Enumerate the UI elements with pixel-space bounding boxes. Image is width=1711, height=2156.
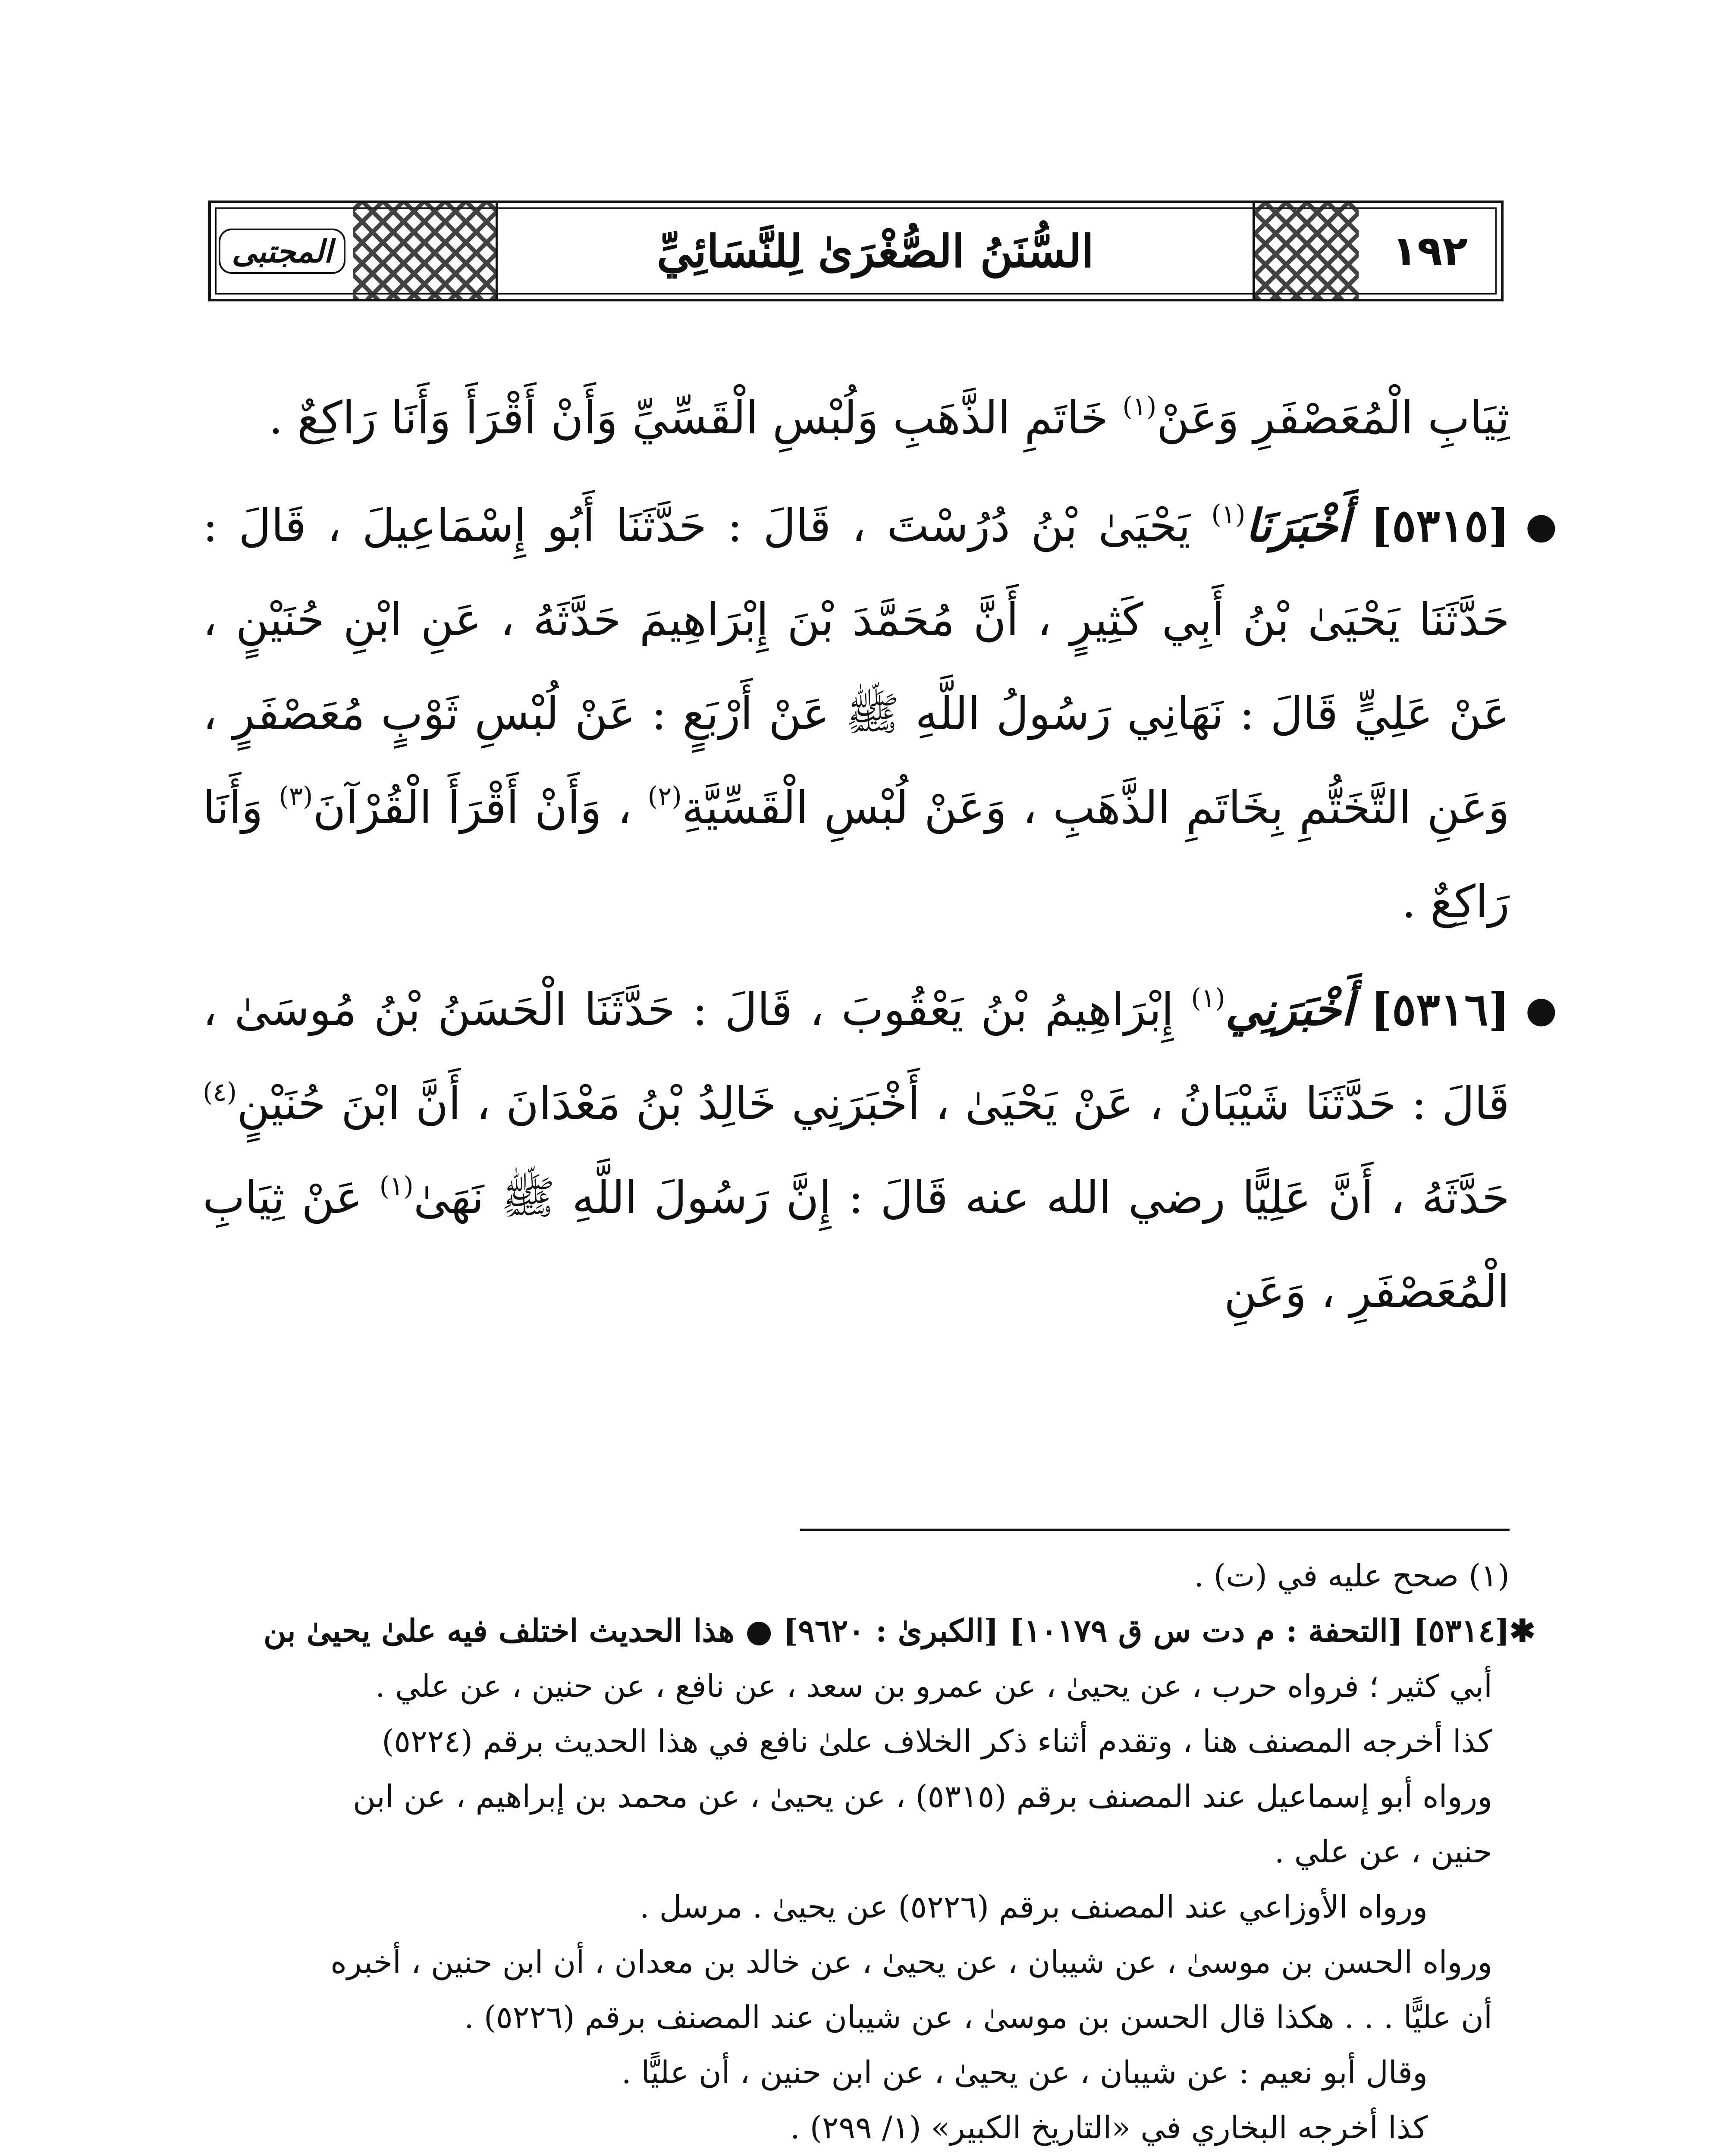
hadith-5315: ● [٥٣١٥] أَخْبَرَنَا$^{(١)}$ يَحْيَىٰ بْنُ دُرُسْتَ ، قَالَ : حَدَّثَنَا أَبُو إِسْمَاعِيلَ ، قَالَ : حَدَّثَنَا يَحْيَىٰ بْنُ أَبِي كَثِيرٍ ، أَنَّ مُحَمَّدَ بْنَ إِبْرَاهِيمَ حَدَّثَهُ ، عَنِ ابْنِ حُنَيْنٍ ، عَنْ عَلِيٍّ قَالَ : نَهَانِي رَسُولُ اللَّهِ ﷺ عَنْ أَرْبَعٍ : عَنْ لُبْسِ ثَوْبٍ مُعَصْفَرٍ ، وَعَنِ التَّخَتُّمِ بِخَاتَمِ الذَّهَبِ ، وَعَنْ لُبْسِ الْقَسِّيَّةِ$^{(٢)}$ ، وَأَنْ أَقْرَأَ الْقُرْآنَ$^{(٣)}$ وَأَنَا رَاكِعٌ . [203,479,1510,949]
book-title-panel [498,203,1253,299]
star-icon: ✱ [1509,1612,1535,1649]
footnote-ref: (٤) [203,1077,237,1107]
footnote-ref: (٢) [647,781,682,812]
footnote-line: وقال أبو نعيم : عن شيبان ، عن يحيىٰ ، عن ابن حنين ، أن عليًّا . [621,2054,1428,2090]
page-number: ١٩٢ [1381,227,1478,275]
footnote-line: (١) صحح عليه في (ت) . [1194,1557,1510,1594]
footnote-line: حنين ، عن علي . [1274,1833,1492,1870]
footnote-line: ورواه أبو إسماعيل عند المصنف برقم (٥٣١٥) ، عن يحيىٰ ، عن محمد بن إبراهيم ، عن ابن [353,1778,1492,1814]
footnote-line: ورواه الأوزاعي عند المصنف برقم (٥٢٢٦) عن يحيىٰ . مرسل . [639,1889,1428,1925]
page-header [208,201,1504,301]
book-title: السُّنَنُ الصُّغْرَىٰ لِلنَّسَائِيِّ [644,225,1107,278]
footnote-ref: (١) [379,1171,414,1201]
footnote-ref: (٣) [279,781,313,812]
footnote-ref: (١) [1211,499,1246,530]
footnote-separator [800,1529,1510,1531]
footnote-line: كذا أخرجه المصنف هنا ، وتقدم أثناء ذكر الخلاف علىٰ نافع في هذا الحديث برقم (٥٢٢٤) [382,1723,1492,1759]
book-subtitle: المجتبى [219,229,345,274]
footnote-line: ✱ [٥٣١٤] [التحفة : م دت س ق ١٠١٧٩] [الكبرىٰ : ٩٦٢٠] ● هذا الحديث اختلف فيه علىٰ يحيىٰ بن [203,1603,1510,1658]
hadith-number: [٥٣١٥] [1371,499,1510,552]
page-number-panel [1359,203,1501,299]
footnote-ref: (١) [1191,983,1225,1013]
bullet-icon: ● [1525,505,1557,547]
footnote-line: كذا أخرجه البخاري في «التاريخ الكبير» (١/ ٢٩٩) . [790,2109,1428,2146]
header-ornament-left [353,203,496,299]
header-ornament-right [1255,203,1359,299]
footnote-ref: (١) [1122,392,1157,422]
footnote-line: أن عليًّا . . . هكذا قال الحسن بن موسىٰ ، عن شيبان عند المصنف برقم (٥٢٢٦) . [464,1999,1492,2035]
book-subtitle-panel [211,203,353,299]
footnote-line: أبي كثير ؛ فرواه حرب ، عن يحيىٰ ، عن عمرو بن سعد ، عن نافع ، عن حنين ، عن علي . [375,1668,1492,1704]
hadith-number: [٥٣١٦] [1371,983,1510,1036]
main-text [203,371,1557,1352]
hadith-5316: ● [٥٣١٦] أَخْبَرَنِي$^{(١)}$ إِبْرَاهِيمُ بْنُ يَعْقُوبَ ، قَالَ : حَدَّثَنَا الْحَسَنُ بْنُ مُوسَىٰ ، قَالَ : حَدَّثَنَا شَيْبَانُ ، عَنْ يَحْيَىٰ ، أَخْبَرَنِي خَالِدُ بْنُ مَعْدَانَ ، أَنَّ ابْنَ حُنَيْنٍ$^{(٤)}$ حَدَّثَهُ ، أَنَّ عَلِيًّا رضي الله عنه قَالَ : إِنَّ رَسُولَ اللَّهِ ﷺ نَهَىٰ$^{(١)}$ عَنْ ثِيَابِ الْمُعَصْفَرِ ، وَعَنِ [203,962,1510,1338]
bullet-icon: ● [1525,988,1557,1031]
continued-paragraph: ثِيَابِ الْمُعَصْفَرِ وَعَنْ$^{(١)}$ خَاتَمِ الذَّهَبِ وَلُبْسِ الْقَسِّيِّ وَأَنْ أَقْرَأَ وَأَنَا رَاكِعٌ . [268,392,1510,444]
footnotes [203,1548,1535,2156]
footnote-line: ورواه الحسن بن موسىٰ ، عن شيبان ، عن يحيىٰ ، عن خالد بن معدان ، أن ابن حنين ، أخبره [330,1944,1492,1980]
